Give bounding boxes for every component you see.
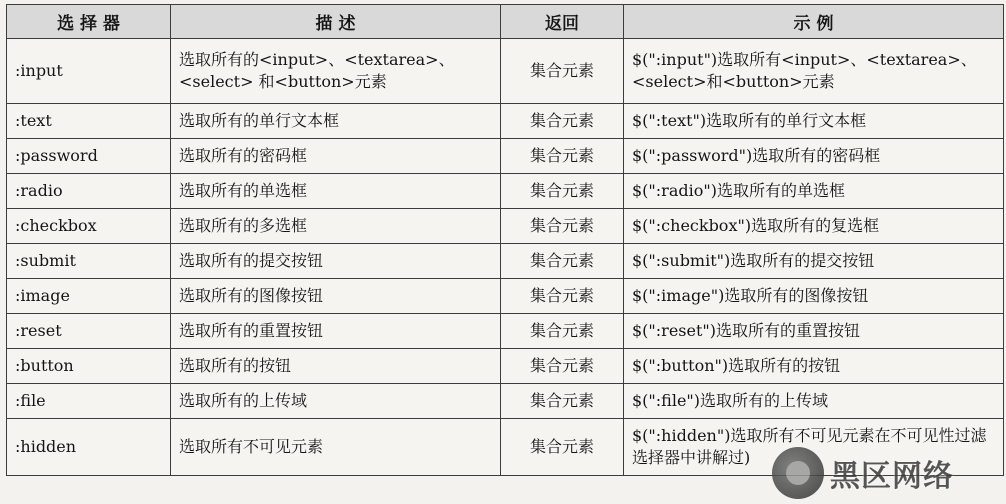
cell-description: 选取所有的图像按钮 (171, 279, 501, 314)
cell-example: $(":password")选取所有的密码框 (624, 139, 1004, 174)
header-description: 描 述 (171, 5, 501, 39)
cell-return: 集合元素 (501, 349, 624, 384)
table-row (7, 244, 1004, 279)
watermark-logo-icon (772, 447, 824, 499)
cell-return: 集合元素 (501, 384, 624, 419)
cell-selector: :button (7, 349, 171, 384)
table-row (7, 174, 1004, 209)
header-selector: 选 择 器 (7, 5, 171, 39)
watermark (772, 444, 1002, 502)
cell-selector: :text (7, 104, 171, 139)
table-row (7, 314, 1004, 349)
cell-example: $(":reset")选取所有的重置按钮 (624, 314, 1004, 349)
form-selector-table (6, 4, 1004, 476)
table-row (7, 139, 1004, 174)
table-row (7, 209, 1004, 244)
cell-example: $(":button")选取所有的按钮 (624, 349, 1004, 384)
table-row (7, 104, 1004, 139)
cell-return: 集合元素 (501, 419, 624, 476)
table-row (7, 39, 1004, 104)
cell-example: $(":checkbox")选取所有的复选框 (624, 209, 1004, 244)
cell-example: $(":file")选取所有的上传域 (624, 384, 1004, 419)
cell-return: 集合元素 (501, 244, 624, 279)
cell-example: $(":submit")选取所有的提交按钮 (624, 244, 1004, 279)
cell-example: $(":text")选取所有的单行文本框 (624, 104, 1004, 139)
cell-example: $(":image")选取所有的图像按钮 (624, 279, 1004, 314)
cell-description: 选取所有的提交按钮 (171, 244, 501, 279)
cell-return: 集合元素 (501, 139, 624, 174)
cell-description: 选取所有的重置按钮 (171, 314, 501, 349)
cell-return: 集合元素 (501, 209, 624, 244)
table-row (7, 349, 1004, 384)
cell-return: 集合元素 (501, 39, 624, 104)
cell-description: 选取所有的多选框 (171, 209, 501, 244)
cell-selector: :input (7, 39, 171, 104)
cell-selector: :reset (7, 314, 171, 349)
table-row (7, 279, 1004, 314)
cell-selector: :submit (7, 244, 171, 279)
cell-selector: :file (7, 384, 171, 419)
cell-description: 选取所有不可见元素 (171, 419, 501, 476)
watermark-text: 黑区网络 (830, 459, 954, 494)
cell-description: 选取所有的单选框 (171, 174, 501, 209)
cell-return: 集合元素 (501, 314, 624, 349)
cell-description: 选取所有的按钮 (171, 349, 501, 384)
cell-selector: :image (7, 279, 171, 314)
cell-description: 选取所有的密码框 (171, 139, 501, 174)
cell-example: $(":hidden")选取所有不可见元素在不可见性过滤选择器中讲解过) (624, 419, 1004, 476)
header-return: 返回 (501, 5, 624, 39)
cell-selector: :radio (7, 174, 171, 209)
cell-return: 集合元素 (501, 279, 624, 314)
cell-return: 集合元素 (501, 104, 624, 139)
cell-return: 集合元素 (501, 174, 624, 209)
cell-description: 选取所有的<input>、<textarea>、<select> 和<button>元素 (171, 39, 501, 104)
cell-example: $(":radio")选取所有的单选框 (624, 174, 1004, 209)
table-row (7, 384, 1004, 419)
header-example: 示 例 (624, 5, 1004, 39)
table-header-row (7, 5, 1004, 39)
cell-example: $(":input")选取所有<input>、<textarea>、<select>和<button>元素 (624, 39, 1004, 104)
cell-selector: :password (7, 139, 171, 174)
cell-description: 选取所有的上传域 (171, 384, 501, 419)
cell-selector: :checkbox (7, 209, 171, 244)
cell-description: 选取所有的单行文本框 (171, 104, 501, 139)
cell-selector: :hidden (7, 419, 171, 476)
